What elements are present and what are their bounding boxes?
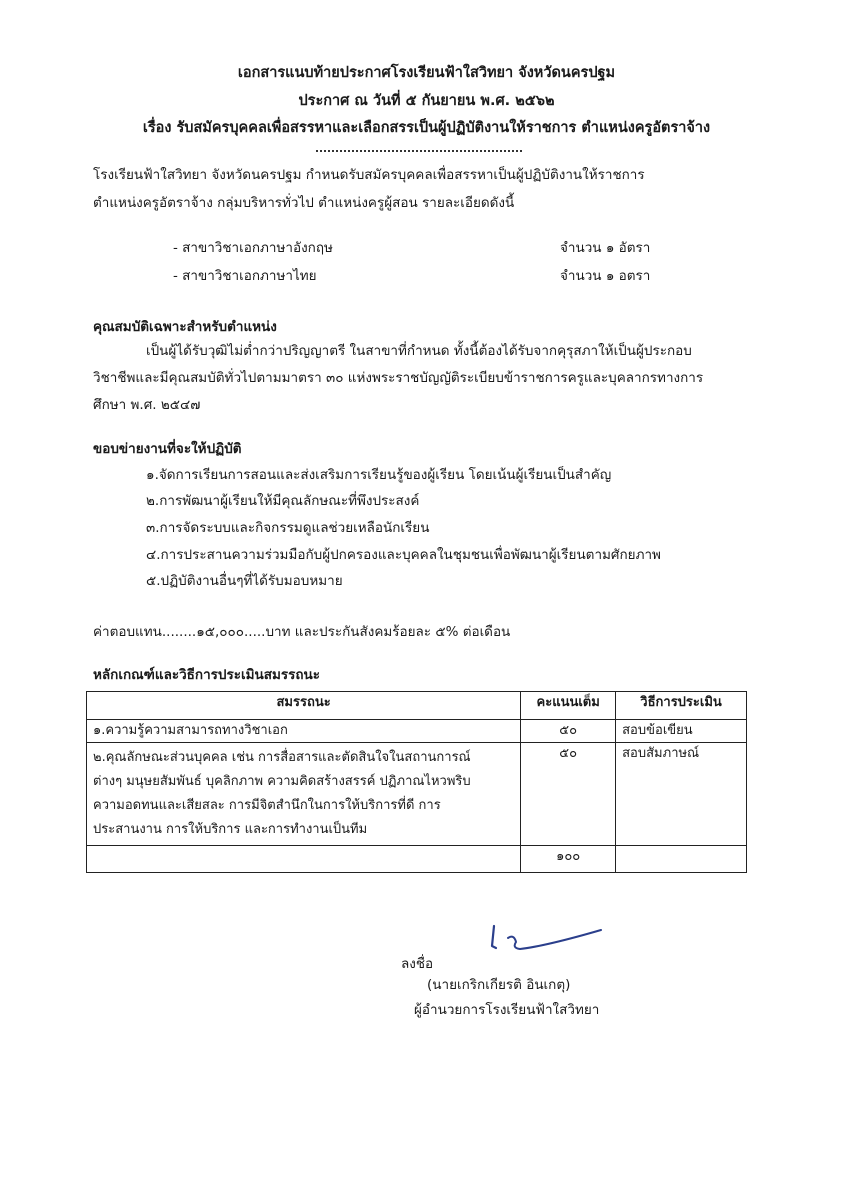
signer-position: ผู้อำนวยการโรงเรียนฟ้าใสวิทยา: [414, 1002, 600, 1018]
duty-item: ๕.ปฏิบัติงานอื่นๆที่ได้รับมอบหมาย: [146, 573, 343, 589]
qualifications-line-3: ศึกษา พ.ศ. ๒๕๔๗: [93, 397, 201, 413]
qualifications-heading: คุณสมบัติเฉพาะสำหรับตำแหน่ง: [93, 319, 277, 335]
competency-text: ๑.ความรู้ความสามารถทางวิชาเอก: [93, 723, 288, 738]
assessment-table: [86, 691, 747, 873]
competency-cell: [87, 743, 521, 846]
position-count: จำนวน ๑ อัตรา: [560, 240, 651, 256]
duty-item: ๔.การประสานความร่วมมือกับผู้ปกครองและบุคคลในชุมชนเพื่อพัฒนาผู้เรียนตามศักยภาพ: [146, 547, 661, 563]
document-title: เอกสารแนบท้ายประกาศโรงเรียนฟ้าใสวิทยา จังหวัดนครปฐม: [237, 65, 616, 81]
method-cell: สอบข้อเขียน: [616, 720, 747, 743]
method-cell: สอบสัมภาษณ์: [616, 743, 747, 846]
competency-text: ความอดทนและเสียสละ การมีจิตสำนึกในการให้บริการที่ดี การ: [93, 798, 441, 814]
position-count: จำนวน ๑ อตรา: [560, 268, 651, 284]
qualifications-line-1: เป็นผู้ได้รับวุฒิไม่ต่ำกว่าปริญญาตรี ในสาขาที่กำหนด ทั้งนี้ต้องได้รับจากคุรุสภาให้เป็นผู้ประกอบ: [146, 343, 692, 359]
score-cell: ๕๐: [521, 743, 616, 846]
table-row: [87, 720, 747, 743]
assessment-heading: หลักเกณฑ์และวิธีการประเมินสมรรถนะ: [93, 667, 321, 683]
intro-line-1: โรงเรียนฟ้าใสวิทยา จังหวัดนครปฐม กำหนดรับสมัครบุคคลเพื่อสรรหาเป็นผู้ปฏิบัติงานให้ราชการ: [93, 167, 645, 183]
signer-name: (นายเกริกเกียรติ อินเกตุ): [427, 977, 571, 993]
total-score-cell: ๑๐๐: [521, 846, 616, 873]
signature-label: ลงชื่อ: [401, 956, 434, 972]
column-header-competency: สมรรถนะ: [87, 692, 521, 720]
salary-line: ค่าตอบแทน........๑๕,๐๐๐.....บาท และประกันสังคมร้อยละ ๕% ต่อเดือน: [93, 624, 511, 640]
competency-text: ประสานงาน การให้บริการ และการทำงานเป็นทีม: [93, 822, 368, 838]
total-label-cell: [87, 846, 521, 873]
competency-text: ต่างๆ มนุษยสัมพันธ์ บุคลิกภาพ ความคิดสร้างสรรค์ ปฏิภาณไหวพริบ: [93, 774, 471, 790]
position-subject: - สาขาวิชาเอกภาษาไทย: [173, 268, 317, 284]
competency-cell: [87, 720, 521, 743]
score-cell: ๕๐: [521, 720, 616, 743]
table-row: [87, 743, 747, 846]
duty-item: ๒.การพัฒนาผู้เรียนให้มีคุณลักษณะที่พึงประสงค์: [146, 493, 420, 509]
duty-item: ๓.การจัดระบบและกิจกรรมดูแลช่วยเหลือนักเรียน: [146, 520, 430, 536]
qualifications-line-2: วิชาชีพและมีคุณสมบัติทั่วไปตามมาตรา ๓๐ แห่งพระราชบัญญัติระเบียบข้าราชการครูและบุคลากรทางการ: [93, 370, 704, 386]
column-header-full-score: คะแนนเต็ม: [521, 692, 616, 720]
position-subject: - สาขาวิชาเอกภาษาอังกฤษ: [173, 240, 333, 256]
announcement-date: ประกาศ ณ วันที่ ๕ กันยายน พ.ศ. ๒๕๖๒: [298, 93, 555, 109]
duty-item: ๑.จัดการเรียนการสอนและส่งเสริมการเรียนรู้ของผู้เรียน โดยเน้นผู้เรียนเป็นสำคัญ: [146, 467, 612, 483]
competency-text: ๒.คุณลักษณะส่วนบุคคล เช่น การสื่อสารและตัดสินใจในสถานการณ์: [93, 750, 471, 766]
handwritten-signature: [486, 922, 606, 962]
column-header-method: วิธีการประเมิน: [616, 692, 747, 720]
table-header-row: [87, 692, 747, 720]
duties-heading: ขอบข่ายงานที่จะให้ปฏิบัติ: [93, 441, 242, 457]
dotted-divider: [316, 142, 522, 152]
table-total-row: [87, 846, 747, 873]
total-method-cell: [616, 846, 747, 873]
document-subject: เรื่อง รับสมัครบุคคลเพื่อสรรหาและเลือกสรรเป็นผู้ปฏิบัติงานให้ราชการ ตำแหน่งครูอัตราจ้าง: [142, 120, 711, 136]
intro-line-2: ตำแหน่งครูอัตราจ้าง กลุ่มบริหารทั่วไป ตำแหน่งครูผู้สอน รายละเอียดดังนี้: [93, 195, 515, 211]
